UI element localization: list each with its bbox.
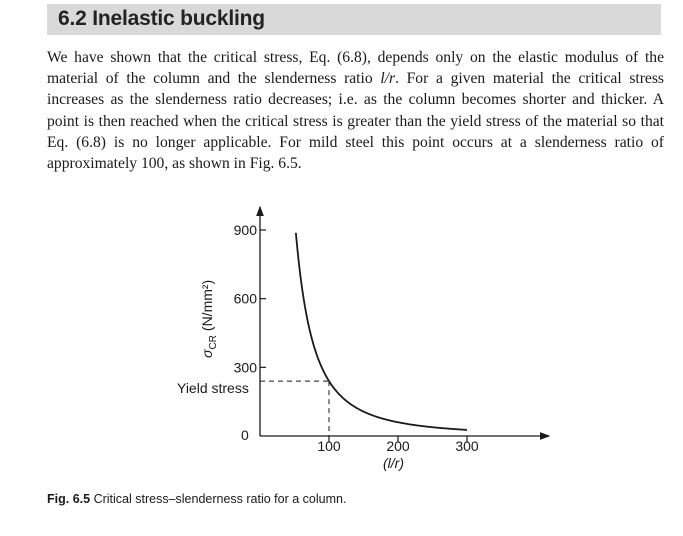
axis-ticks [260, 230, 467, 442]
origin-label: 0 [241, 427, 249, 443]
x-tick-label: 100 [317, 438, 341, 454]
y-axis-label-units: (N/mm²) [199, 279, 215, 332]
paragraph-text-2: . For a given material the critical stress increases as the slenderness ratio decreases; i.e. as the column becomes shorter and thicker. A point is then reached when the critical stress is greater than the yield stress of the material so that Eq. (6.8) is no longer applicable. For mild steel this point occurs at a slenderness ratio of approximately 100, as shown in Fig. 6.5. [47, 70, 664, 173]
figure-caption-label: Fig. 6.5 [47, 492, 91, 506]
section-number: 6.2 [58, 7, 87, 30]
critical-stress-curve [296, 233, 467, 430]
y-axis-label-symbol: σ [199, 349, 215, 358]
x-axis-label: (l/r) [383, 455, 404, 471]
paragraph-text-1: We have shown that the critical stress, Eq. (6.8), depends only on the elastic modulus of the material of the column and the slenderness ratio [47, 49, 664, 88]
y-axis-label-subscript: CR [208, 335, 219, 350]
slenderness-ratio-symbol: l/r [380, 70, 396, 88]
axis-tick-labels [234, 222, 479, 454]
y-tick-label: 900 [233, 222, 257, 238]
x-tick-label: 300 [455, 438, 479, 454]
figure-caption [47, 491, 346, 507]
yield-stress-label: Yield stress [177, 380, 249, 396]
section-title: Inelastic buckling [92, 7, 265, 30]
y-axis-label [199, 280, 219, 358]
x-tick-label: 200 [386, 438, 410, 454]
y-tick-label: 300 [233, 359, 257, 376]
y-tick-label: 600 [233, 290, 257, 307]
figure-caption-text: Critical stress–slenderness ratio for a column. [93, 492, 347, 506]
